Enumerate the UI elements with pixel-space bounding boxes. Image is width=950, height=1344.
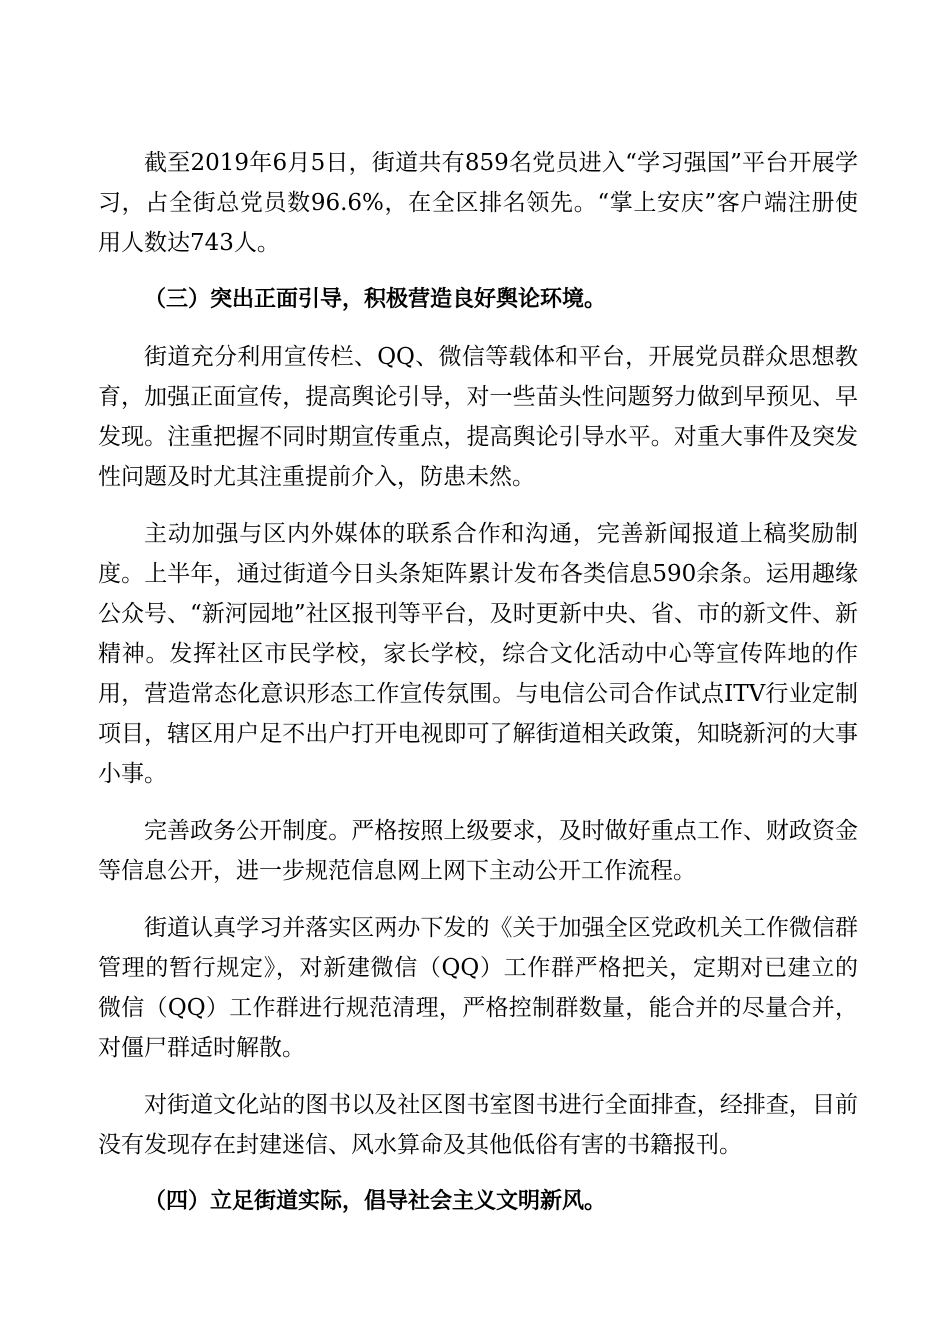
paragraph-media-cooperation: 主动加强与区内外媒体的联系合作和沟通，完善新闻报道上稿奖励制度。上半年，通过街道今日头条矩阵累计发布各类信息590余条。运用趣缘公众号、“新河园地”社区报刊等平台，及时更新中央、省、市的新文件、新精神。发挥社区市民学校，家长学校，综合文化活动中心等宣传阵地的作用，营造常态化意识形态工作宣传氛围。与电信公司合作试点ITV行业定制项目，辖区用户足不出户打开电视即可了解街道相关政策，知晓新河的大事小事。 (98, 521, 858, 787)
paragraph-book-inspection: 对街道文化站的图书以及社区图书室图书进行全面排查，经排查，目前没有发现存在封建迷信、风水算命及其他低俗有害的书籍报刊。 (98, 1092, 858, 1158)
section-heading-3: （三）突出正面引导，积极营造良好舆论环境。 (144, 287, 607, 312)
paragraph-wechat-groups: 街道认真学习并落实区两办下发的《关于加强全区党政机关工作微信群管理的暂行规定》，对新建微信（QQ）工作群严格把关，定期对已建立的微信（QQ）工作群进行规范清理，严格控制群数量，能合并的尽量合并，对僵尸群适时解散。 (98, 915, 858, 1061)
paragraph-study-platform: 截至2019年6月5日，街道共有859名党员进入“学习强国”平台开展学习，占全街总党员数96.6%，在全区排名领先。“掌上安庆”客户端注册使用人数达743人。 (98, 150, 858, 256)
paragraph-publicity: 街道充分利用宣传栏、QQ、微信等载体和平台，开展党员群众思想教育，加强正面宣传，提高舆论引导，对一些苗头性问题努力做到早预见、早发现。注重把握不同时期宣传重点，提高舆论引导水平。对重大事件及突发性问题及时尤其注重提前介入，防患未然。 (98, 344, 858, 490)
paragraph-government-affairs: 完善政务公开制度。严格按照上级要求，及时做好重点工作、财政资金等信息公开，进一步规范信息网上网下主动公开工作流程。 (98, 818, 858, 884)
document-page (98, 143, 858, 1239)
section-heading-4: （四）立足街道实际，倡导社会主义文明新风。 (144, 1189, 607, 1214)
